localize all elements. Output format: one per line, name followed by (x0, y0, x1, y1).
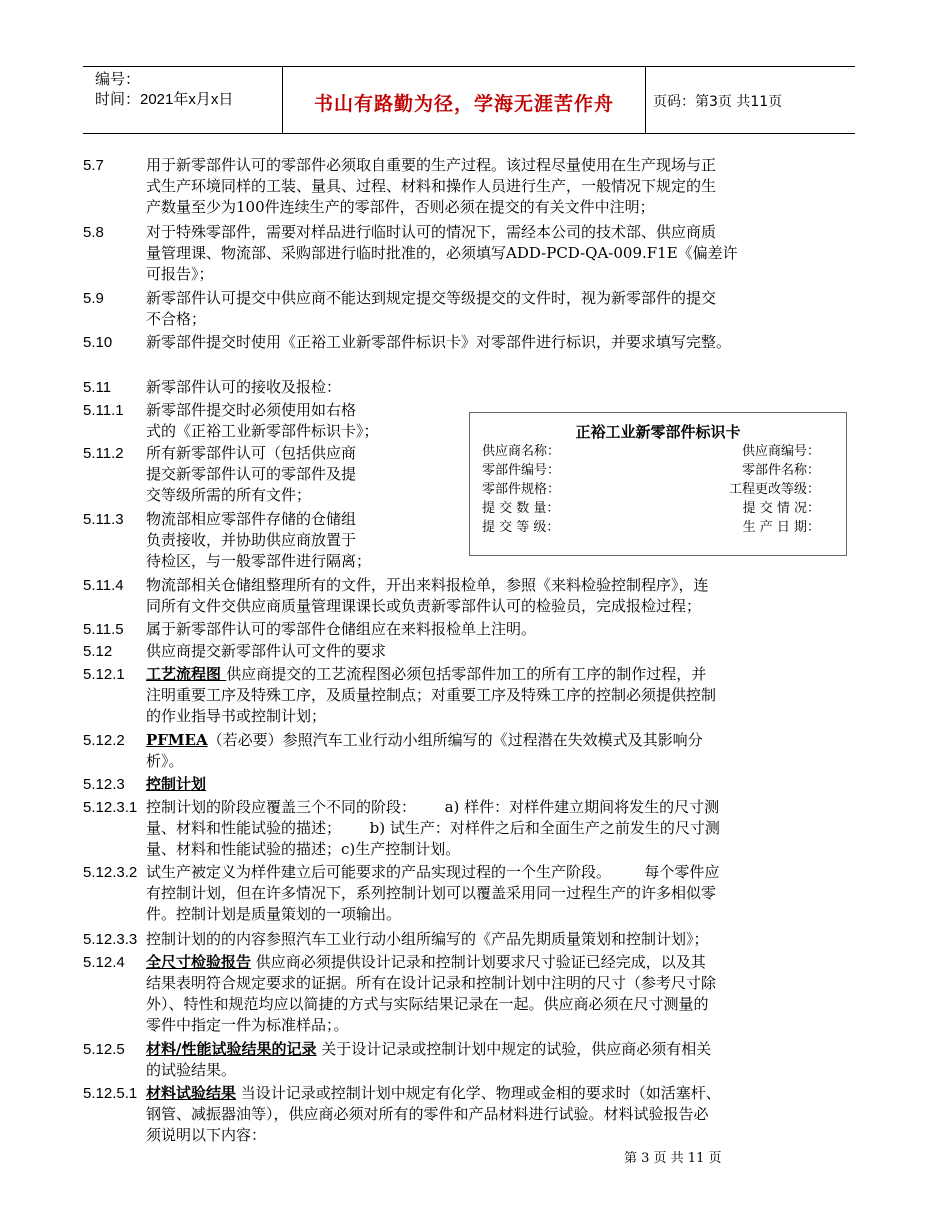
text-span: 供应商提交的工艺流程图必须包括零部件加工的所有工序的制作过程，并 (226, 665, 707, 683)
clause-text (146, 730, 703, 772)
text-line: 须说明以下内容： (146, 1126, 267, 1144)
card-field-label: 零部件编号： (482, 463, 561, 478)
text-line: 物流部相应零部件存储的仓储组 (146, 510, 357, 528)
text-line (146, 1083, 721, 1104)
text-line: 对于特殊零部件，需要对样品进行临时认可的情况下，需经本公司的技术部、供应商质 (146, 223, 717, 241)
text-line: 同所有文件交供应商质量管理课课长或负责新零部件认可的检验员，完成报检过程； (146, 597, 702, 615)
clause-number: 5.12.3 (83, 776, 125, 793)
text-line: 结果表明符合规定要求的证据。所有在设计记录和控制计划中注明的尺寸（参考尺寸除 (146, 974, 717, 992)
header-number-label: 编号： (95, 71, 141, 88)
clause-text (146, 155, 716, 218)
text-line: 产数量至少为100件连续生产的零部件，否则必须在提交的有关文件中注明； (146, 198, 655, 216)
clause-number: 5.11.4 (83, 577, 124, 594)
header-time-label: 时间：2021年x月x日 (95, 91, 234, 108)
clause-text (146, 929, 709, 950)
text-span: 当设计记录或控制计划中规定有化学、物理或金相的要求时（如活塞杆、 (236, 1084, 721, 1102)
text-line: 交等级所需的所有文件； (146, 486, 312, 504)
text-line: 试生产被定义为样件建立后可能要求的产品实现过程的一个生产阶段。 每个零件应 (146, 863, 720, 881)
page-header (83, 66, 855, 134)
text-line: 量、材料和性能试验的描述；c)生产控制计划。 (146, 840, 461, 858)
text-line: 的作业指导书或控制计划； (146, 707, 327, 725)
header-motto: 书山有路勤为径，学海无涯苦作舟 (313, 93, 614, 115)
clause-text (146, 288, 716, 330)
text-line: 物流部相关仓储组整理所有的文件，开出来料报检单，参照《来料检验控制程序》，连 (146, 576, 709, 594)
clause-heading: PFMEA (146, 731, 208, 749)
text-line: 式生产环境同样的工装、量具、过程、材料和操作人员进行生产，一般情况下规定的生 (146, 177, 717, 195)
clause-number: 5.12.3.2 (83, 864, 138, 881)
card-title: 正裕工业新零部件标识卡 (575, 423, 741, 441)
clause-number: 5.12.2 (83, 732, 125, 749)
card-field-label: 生 产 日 期： (742, 520, 820, 535)
text-line: 控制计划的的内容参照汽车工业行动小组所编写的《产品先期质量策划和控制计划》； (146, 930, 709, 948)
clause-number: 5.12.1 (83, 666, 125, 683)
text-line: 新零部件认可提交中供应商不能达到规定提交等级提交的文件时，视为新零部件的提交 (146, 289, 717, 307)
text-line: 所有新零部件认可（包括供应商 (146, 444, 357, 462)
text-line (146, 952, 716, 973)
clause-text (146, 509, 426, 572)
clause-number: 5.12 (83, 643, 113, 660)
text-span: 供应商必须提供设计记录和控制计划要求尺寸验证已经完成，以及其 (251, 953, 706, 971)
clause-text (146, 862, 719, 925)
clause-number: 5.11.2 (83, 445, 124, 462)
text-line: 新零部件提交时使用《正裕工业新零部件标识卡》对零部件进行标识，并要求填写完整。 (146, 333, 732, 351)
clause-heading: 全尺寸检验报告 (146, 953, 252, 971)
text-line: 不合格； (146, 310, 207, 328)
card-field-label: 提 交 等 级： (482, 520, 560, 535)
text-line: 钢管、减振器油等），供应商必须对所有的零件和产品材料进行试验。材料试验报告必 (146, 1105, 709, 1123)
text-line: 新零部件认可的接收及报检： (146, 378, 342, 396)
card-field-label: 提 交 情 况： (742, 501, 820, 516)
clause-number: 5.9 (83, 290, 104, 307)
clause-text (146, 774, 206, 795)
clause-text (146, 400, 426, 442)
card-field-label: 工程更改等级： (728, 482, 820, 497)
text-line: 式的《正裕工业新零部件标识卡》； (146, 422, 379, 440)
clause-text (146, 1039, 711, 1081)
text-line: 的试验结果。 (146, 1061, 237, 1079)
text-span: 关于设计记录或控制计划中规定的试验，供应商必须有相关 (316, 1040, 712, 1058)
text-line: 量管理课、物流部、采购部进行临时批准的，必须填写ADD-PCD-QA-009.F1E《偏差许 (146, 244, 738, 262)
clause-text (146, 222, 738, 285)
clause-number: 5.10 (83, 334, 113, 351)
text-line: 零件中指定一件为标准样品；。 (146, 1016, 349, 1034)
text-line: 属于新零部件认可的零部件仓储组应在来料报检单上注明。 (146, 620, 537, 638)
text-line: 外）、特性和规范均应以简捷的方式与实际结果记录在一起。供应商必须在尺寸测量的 (146, 995, 709, 1013)
clause-number: 5.12.5.1 (83, 1085, 138, 1102)
clause-text (146, 952, 716, 1036)
clause-heading: 材料试验结果 (146, 1084, 237, 1102)
text-line: 量、材料和性能试验的描述； b) 试生产：对样件之后和全面生产之前发生的尺寸测 (146, 819, 720, 837)
clause-text (146, 377, 341, 398)
text-line: 件。控制计划是质量策划的一项输出。 (146, 905, 402, 923)
clause-number: 5.12.5 (83, 1041, 125, 1058)
text-line (146, 664, 716, 685)
text-line: 待检区，与一般零部件进行隔离； (146, 552, 372, 570)
text-line: 析》。 (146, 752, 184, 770)
text-line: 供应商提交新零部件认可文件的要求 (146, 642, 387, 660)
text-line: 用于新零部件认可的零部件必须取自重要的生产过程。该过程尽量使用在生产现场与正 (146, 156, 717, 174)
header-divider (645, 67, 646, 133)
text-line: 有控制计划，但在许多情况下，系列控制计划可以覆盖采用同一过程生产的许多相似零 (146, 884, 717, 902)
card-field-label: 供应商编号： (741, 444, 820, 459)
text-line (146, 730, 703, 751)
clause-heading: 材料/性能试验结果的记录 (146, 1040, 317, 1058)
text-line: 新零部件提交时必须使用如右格 (146, 401, 357, 419)
text-line (146, 774, 206, 795)
clause-text (146, 332, 731, 353)
clause-text (146, 443, 426, 506)
text-line (146, 1039, 711, 1060)
clause-text (146, 797, 720, 860)
text-line: 可报告》； (146, 265, 214, 283)
clause-text (146, 619, 536, 640)
clause-number: 5.7 (83, 157, 104, 174)
clause-number: 5.11.3 (83, 511, 124, 528)
text-line: 提交新零部件认可的零部件及提 (146, 465, 357, 483)
clause-text (146, 641, 386, 662)
clause-number: 5.12.3.1 (83, 799, 138, 816)
text-line: 控制计划的阶段应覆盖三个不同的阶段： a) 样件：对样件建立期间将发生的尺寸测 (146, 798, 720, 816)
card-field-label: 提 交 数 量： (482, 501, 560, 516)
clause-heading: 工艺流程图 (146, 665, 227, 683)
page-footer: 第 3 页 共 11 页 (624, 1151, 722, 1166)
clause-text (146, 664, 716, 727)
card-field-label: 供应商名称： (482, 444, 561, 459)
clause-text (146, 1083, 721, 1146)
clause-number: 5.11.1 (83, 402, 124, 419)
part-identification-card (469, 412, 847, 556)
clause-number: 5.12.4 (83, 954, 125, 971)
clause-text (146, 575, 709, 617)
header-page-label: 页码：第3页 共11页 (653, 94, 783, 110)
text-line: 负责接收，并协助供应商放置于 (146, 531, 357, 549)
text-span: （若必要）参照汽车工业行动小组所编写的《过程潜在失效模式及其影响分 (207, 731, 703, 749)
clause-number: 5.8 (83, 224, 104, 241)
card-field-label: 零部件名称： (741, 463, 820, 478)
text-line: 注明重要工序及特殊工序，及质量控制点；对重要工序及特殊工序的控制必须提供控制 (146, 686, 717, 704)
clause-heading: 控制计划 (146, 775, 207, 793)
clause-number: 5.11 (83, 379, 112, 396)
clause-number: 5.11.5 (83, 621, 124, 638)
card-field-label: 零部件规格： (482, 482, 561, 497)
clause-number: 5.12.3.3 (83, 931, 138, 948)
header-meta (95, 70, 280, 110)
